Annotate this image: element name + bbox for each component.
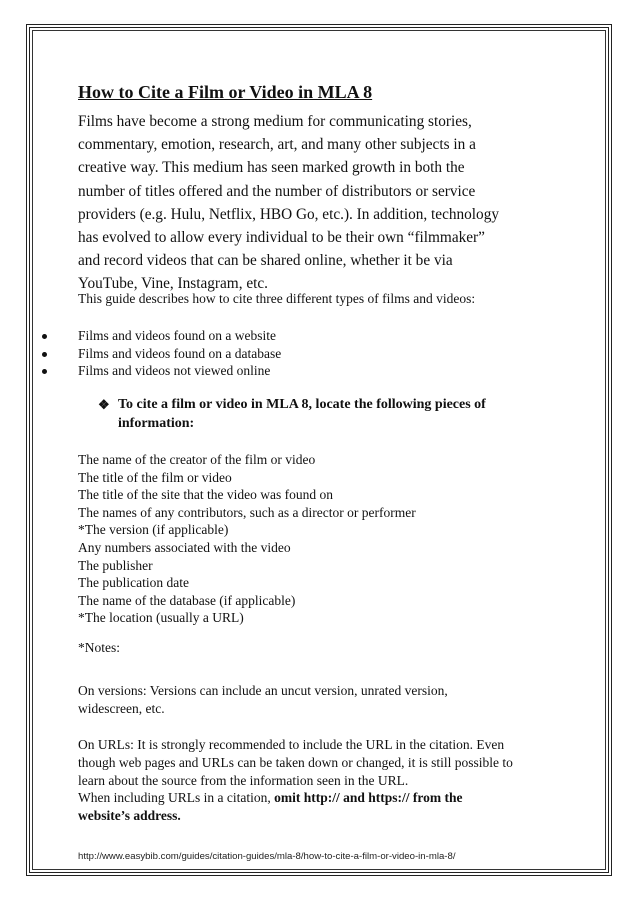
urls-line: though web pages and URLs can be taken down or changed, it is still possible to <box>78 754 513 770</box>
list-item: Any numbers associated with the video <box>78 539 291 555</box>
versions-line: On versions: Versions can include an uncut version, unrated version, <box>78 683 448 698</box>
document-title: How to Cite a Film or Video in MLA 8 <box>78 82 373 102</box>
bullet-icon <box>42 369 47 374</box>
list-item: The publisher <box>78 557 153 573</box>
instruction-line: information: <box>118 416 195 431</box>
list-item: *The version (if applicable) <box>78 522 229 538</box>
intro-line: number of titles offered and the number of distributors or service <box>78 182 476 200</box>
urls-bold-text: omit http:// and https:// from the <box>274 790 463 806</box>
guide-intro: This guide describes how to cite three different types of films and videos: <box>78 291 476 306</box>
urls-note <box>78 736 568 825</box>
urls-plain-text: When including URLs in a citation, <box>78 790 271 806</box>
intro-line: creative way. This medium has seen marked growth in both the <box>78 159 465 177</box>
urls-line-mixed <box>78 789 568 807</box>
diamond-bullet-icon: ❖ <box>98 397 110 412</box>
list-item: The names of any contributors, such as a director or performer <box>78 504 416 520</box>
instruction-heading <box>98 395 548 433</box>
intro-line: Films have become a strong medium for communicating stories, <box>78 113 472 130</box>
source-url: http://www.easybib.com/guides/citation-guides/mla-8/how-to-cite-a-film-or-video-in-mla-8/ <box>78 851 456 862</box>
intro-line: providers (e.g. Hulu, Netflix, HBO Go, etc.). In addition, technology <box>78 205 500 223</box>
urls-line: On URLs: It is strongly recommended to include the URL in the citation. Even <box>78 737 505 752</box>
list-item: *The location (usually a URL) <box>78 610 244 626</box>
intro-line: commentary, emotion, research, art, and many other subjects in a <box>78 136 476 154</box>
intro-line: YouTube, Vine, Instagram, etc. <box>78 275 269 293</box>
instruction-line: To cite a film or video in MLA 8, locate the following pieces of <box>118 397 486 412</box>
bullet-icon <box>42 334 47 339</box>
list-item-label: Films and videos not viewed online <box>78 363 271 378</box>
urls-line: learn about the source from the information seen in the URL. <box>78 772 409 788</box>
list-item: The title of the site that the video was found on <box>78 487 333 503</box>
list-item-label: Films and videos found on a database <box>78 345 282 361</box>
film-type-list <box>40 327 281 380</box>
bullet-icon <box>42 352 47 357</box>
list-item-label: Films and videos found on a website <box>78 328 276 343</box>
urls-bold-line: website’s address. <box>78 808 181 824</box>
intro-paragraph <box>78 110 568 296</box>
list-item: The name of the database (if applicable) <box>78 592 296 608</box>
intro-line: and record videos that can be shared online, whether it be via <box>78 252 453 270</box>
list-item: The publication date <box>78 575 189 591</box>
list-item: The title of the film or video <box>78 469 232 485</box>
list-item <box>40 362 281 380</box>
versions-note <box>78 682 548 718</box>
notes-label: *Notes: <box>78 640 120 655</box>
list-item <box>40 327 281 345</box>
versions-line: widescreen, etc. <box>78 700 165 716</box>
info-items-list <box>78 451 416 627</box>
intro-line: has evolved to allow every individual to be their own “filmmaker” <box>78 229 485 247</box>
list-item: The name of the creator of the film or video <box>78 452 316 467</box>
list-item <box>40 345 281 363</box>
